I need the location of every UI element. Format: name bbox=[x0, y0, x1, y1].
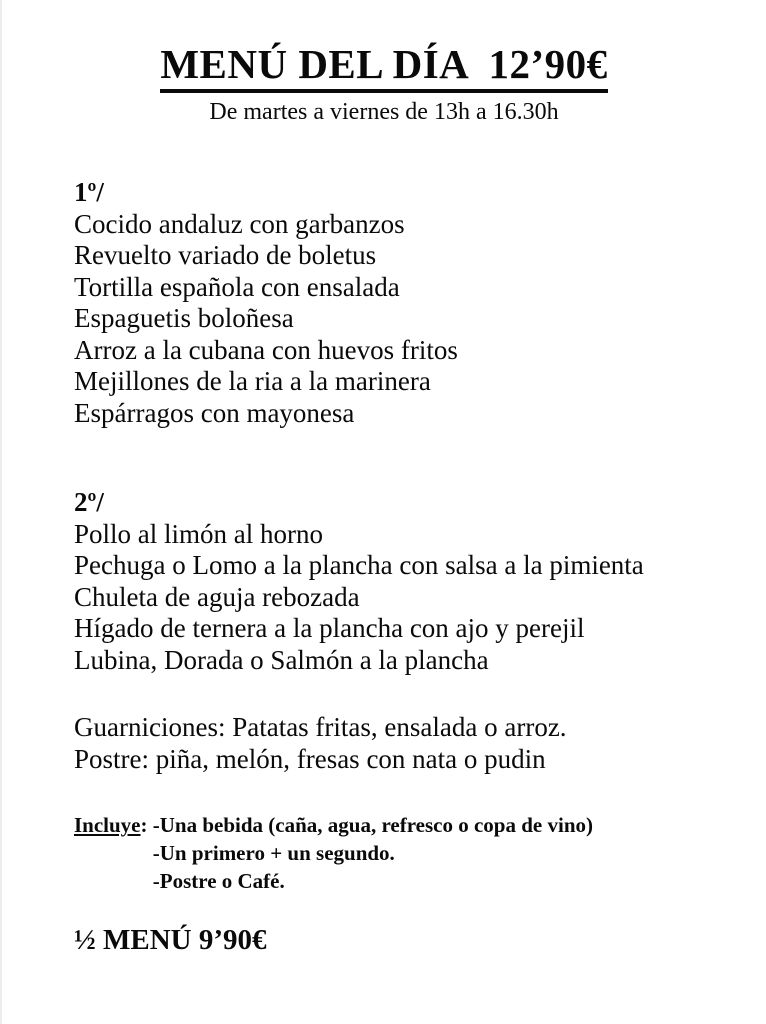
menu-title: MENÚ DEL DÍA 12’90€ bbox=[160, 42, 607, 93]
includes-item: -Un primero + un segundo. bbox=[152, 841, 395, 866]
menu-subtitle: De martes a viernes de 13h a 16.30h bbox=[209, 99, 559, 126]
first-course-heading: 1º/ bbox=[74, 177, 104, 208]
includes-label: Incluye bbox=[74, 813, 141, 838]
first-course-item: Mejillones de la ria a la marinera bbox=[74, 366, 431, 397]
first-course-item: Cocido andaluz con garbanzos bbox=[74, 208, 405, 239]
includes-label-wrap bbox=[74, 811, 153, 839]
second-course-heading: 2º/ bbox=[74, 487, 104, 518]
includes-items bbox=[153, 811, 593, 895]
extras-section bbox=[74, 712, 726, 775]
first-course-item: Tortilla española con ensalada bbox=[74, 271, 400, 302]
includes-item: -Una bebida (caña, agua, refresco o copa de vino) bbox=[152, 813, 593, 838]
includes-item: -Postre o Café. bbox=[152, 869, 285, 894]
first-course-section bbox=[74, 177, 726, 429]
second-course-item: Pechuga o Lomo a la plancha con salsa a la pimienta bbox=[74, 550, 644, 581]
first-course-item: Espaguetis boloñesa bbox=[74, 303, 294, 334]
second-course-item: Chuleta de aguja rebozada bbox=[74, 581, 360, 612]
sides-line: Guarniciones: Patatas fritas, ensalada o arroz. bbox=[74, 712, 567, 743]
includes-section bbox=[74, 811, 726, 895]
second-course-item: Pollo al limón al horno bbox=[74, 518, 323, 549]
includes-separator: : bbox=[140, 813, 153, 838]
first-course-item: Espárragos con mayonesa bbox=[74, 397, 355, 428]
half-menu-line: ½ MENÚ 9’90€ bbox=[74, 924, 267, 957]
menu-header bbox=[2, 0, 766, 125]
second-course-section bbox=[74, 487, 726, 676]
first-course-item: Arroz a la cubana con huevos fritos bbox=[74, 334, 458, 365]
second-course-item: Hígado de ternera a la plancha con ajo y perejil bbox=[74, 613, 585, 644]
menu-body bbox=[74, 177, 726, 957]
second-course-item: Lubina, Dorada o Salmón a la plancha bbox=[74, 644, 489, 675]
dessert-line: Postre: piña, melón, fresas con nata o pudin bbox=[74, 743, 546, 774]
first-course-item: Revuelto variado de boletus bbox=[74, 240, 377, 271]
